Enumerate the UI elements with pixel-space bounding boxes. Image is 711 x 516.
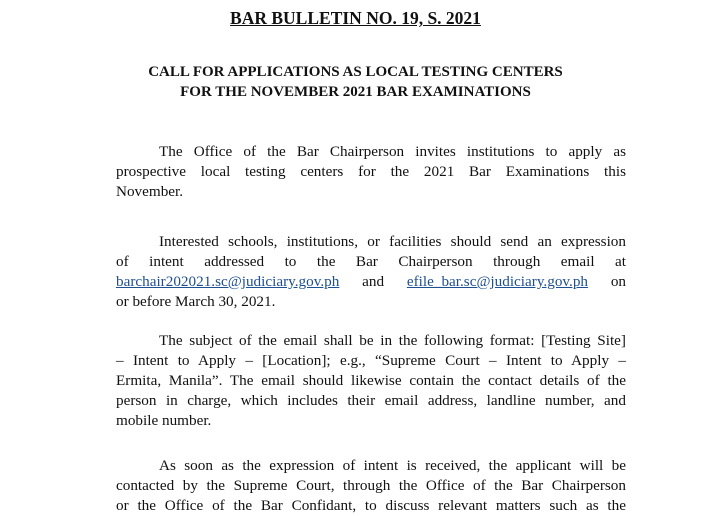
email-link-efile[interactable]: efile_bar.sc@judiciary.gov.ph xyxy=(406,273,589,290)
paragraph-line-emails xyxy=(116,272,626,292)
paragraph-line: Interested schools, institutions, or facilities should send an expression xyxy=(159,233,626,250)
paragraph-contact xyxy=(116,456,626,516)
paragraph-line: or before March 30, 2021. xyxy=(116,293,276,310)
paragraph-line: of intent addressed to the Bar Chairperson through email at xyxy=(116,253,626,270)
paragraph-expression-of-intent xyxy=(116,232,626,312)
paragraph-line: Ermita, Manila”. The email should likewise contain the contact details of the xyxy=(116,372,626,389)
subtitle-line: CALL FOR APPLICATIONS AS LOCAL TESTING CENTERS xyxy=(148,64,563,80)
email-link-barchair[interactable]: barchair202021.sc@judiciary.gov.ph xyxy=(116,273,340,290)
conjunction-text: and xyxy=(362,273,385,290)
paragraph-line: November. xyxy=(116,183,184,200)
subtitle-line: FOR THE NOVEMBER 2021 BAR EXAMINATIONS xyxy=(180,84,531,100)
paragraph-line: person in charge, which includes their email address, landline number, and xyxy=(116,392,626,409)
paragraph-email-format xyxy=(116,331,626,431)
paragraph-invitation xyxy=(116,142,626,202)
paragraph-line: mobile number. xyxy=(116,412,212,429)
paragraph-line: – Intent to Apply – [Location]; e.g., “Supreme Court – Intent to Apply – xyxy=(116,352,626,369)
bulletin-title: BAR BULLETIN NO. 19, S. 2021 xyxy=(230,8,481,28)
paragraph-line: The subject of the email shall be in the following format: [Testing Site] xyxy=(159,332,626,349)
bulletin-subtitle xyxy=(0,62,711,102)
trailing-text: on xyxy=(610,273,627,290)
paragraph-line: contacted by the Supreme Court, through the Office of the Bar Chairperson xyxy=(116,477,626,494)
paragraph-line: The Office of the Bar Chairperson invites institutions to apply as xyxy=(159,143,626,160)
paragraph-line: prospective local testing centers for the 2021 Bar Examinations this xyxy=(116,163,626,180)
paragraph-line: As soon as the expression of intent is received, the applicant will be xyxy=(159,457,626,474)
paragraph-line: or the Office of the Bar Confidant, to discuss relevant matters such as the xyxy=(116,497,626,514)
